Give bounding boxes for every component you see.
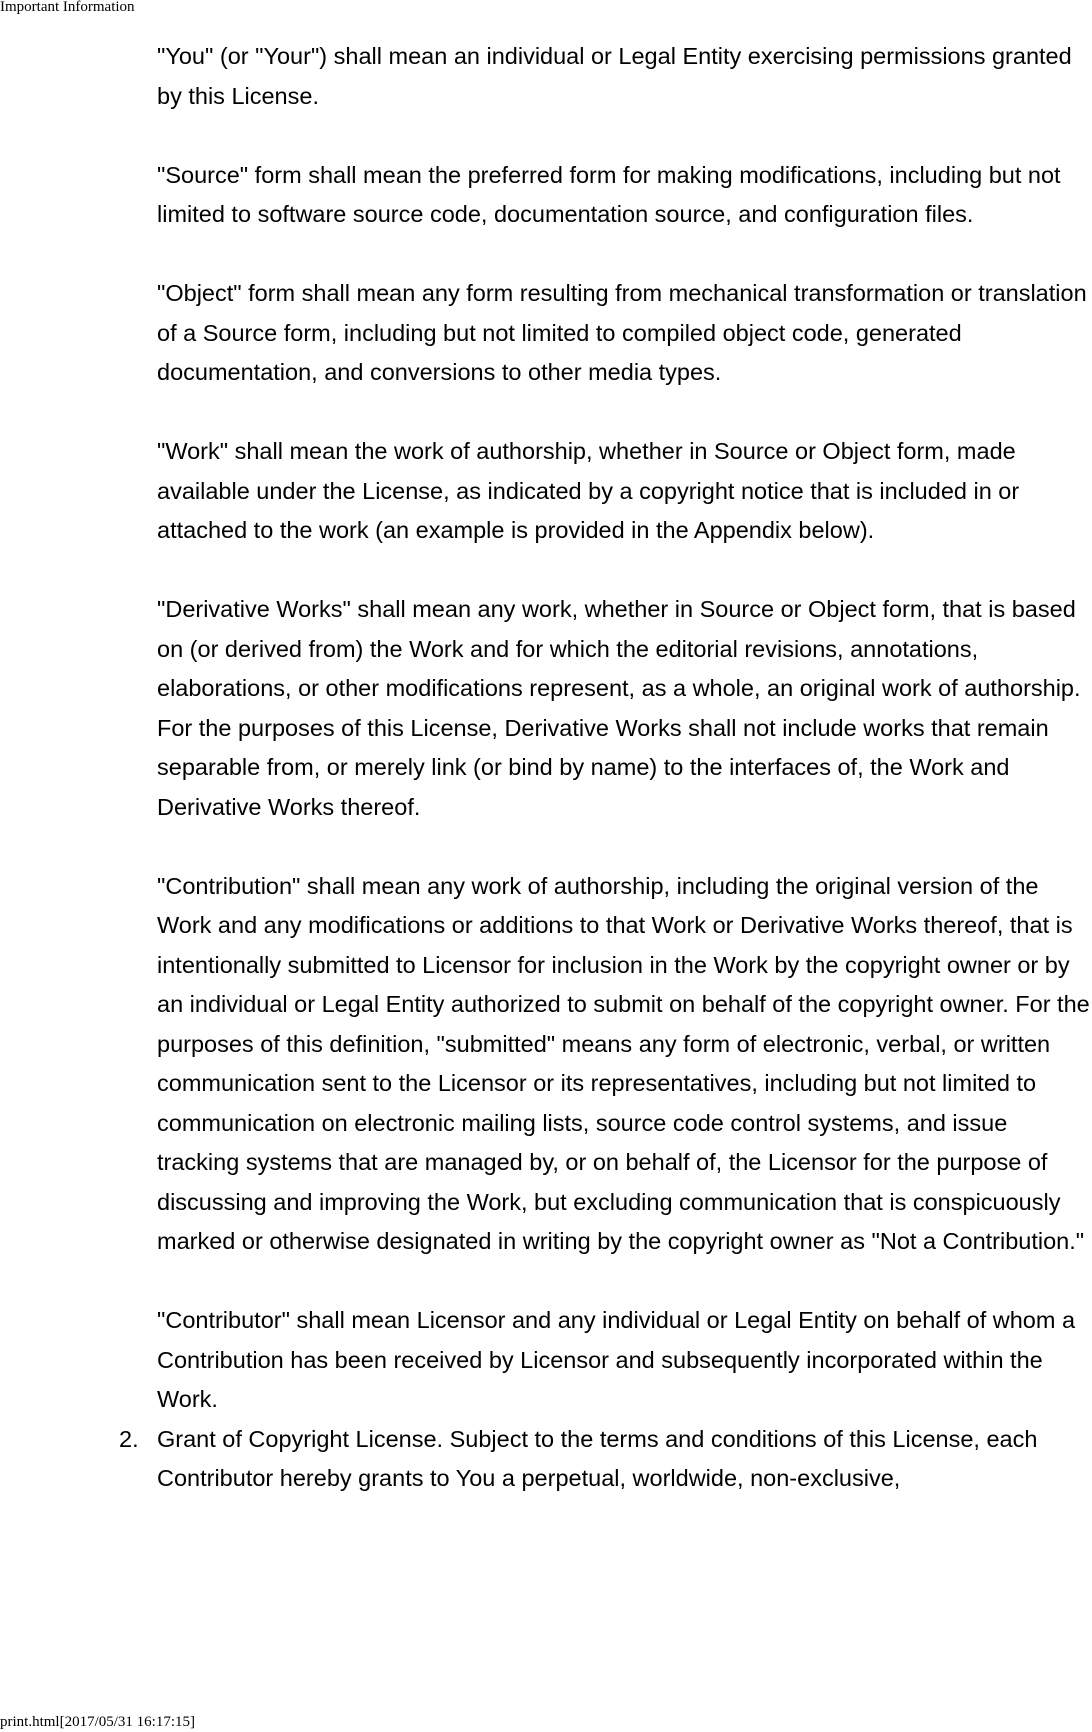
definition-derivative-works: "Derivative Works" shall mean any work, whether in Source or Object form, that is based on (or derived from) the Work and for which the editorial revisions, annotations, elaborations, or other modifications represent, as a whole, an original work of authorship. For the purposes of this License, Derivative Works shall not include works that remain separable from, or merely link (or bind by name) to the interfaces of, the Work and Derivative Works thereof. (157, 596, 1081, 820)
definition-you: "You" (or "Your") shall mean an individual or Legal Entity exercising permissions granted by this License. (157, 43, 1072, 109)
definition-work: "Work" shall mean the work of authorship, whether in Source or Object form, made available under the License, as indicated by a copyright notice that is included in or attached to the work (an example is provided in the Appendix below). (157, 438, 1020, 543)
page-footer: print.html[2017/05/31 16:17:15] (0, 1714, 195, 1730)
section-2-text: Grant of Copyright License. Subject to the terms and conditions of this License, each Contributor hereby grants to You a perpetual, worldwide, non-exclusive, (157, 1425, 1038, 1491)
definition-object: "Object" form shall mean any form resulting from mechanical transformation or translation of a Source form, including but not limited to compiled object code, generated documentation, and conversions to other media types. (157, 280, 1087, 385)
section-2-grant-of-copyright-license (119, 1420, 1092, 1499)
definition-contributor: "Contributor" shall mean Licensor and any individual or Legal Entity on behalf of whom a Contribution has been received by Licensor and subsequently incorporated within the Work. (157, 1307, 1076, 1412)
definition-contribution: "Contribution" shall mean any work of authorship, including the original version of the Work and any modifications or additions to that Work or Derivative Works thereof, that is intentionally submitted to Licensor for inclusion in the Work by the copyright owner or by an individual or Legal Entity authorized to submit on behalf of the copyright owner. For the purposes of this definition, "submitted" means any form of electronic, verbal, or written communication sent to the Licensor or its representatives, including but not limited to communication on electronic mailing lists, source code control systems, and issue tracking systems that are managed by, or on behalf of, the Licensor for the purpose of discussing and improving the Work, but excluding communication that is conspicuously marked or otherwise designated in writing by the copyright owner as "Not a Contribution." (157, 872, 1090, 1254)
license-content (119, 37, 1092, 1499)
list-number: 2. (119, 1425, 139, 1452)
definition-source: "Source" form shall mean the preferred form for making modifications, including but not limited to software source code, documentation source, and configuration files. (157, 161, 1061, 227)
page-header: Important Information (0, 0, 135, 15)
